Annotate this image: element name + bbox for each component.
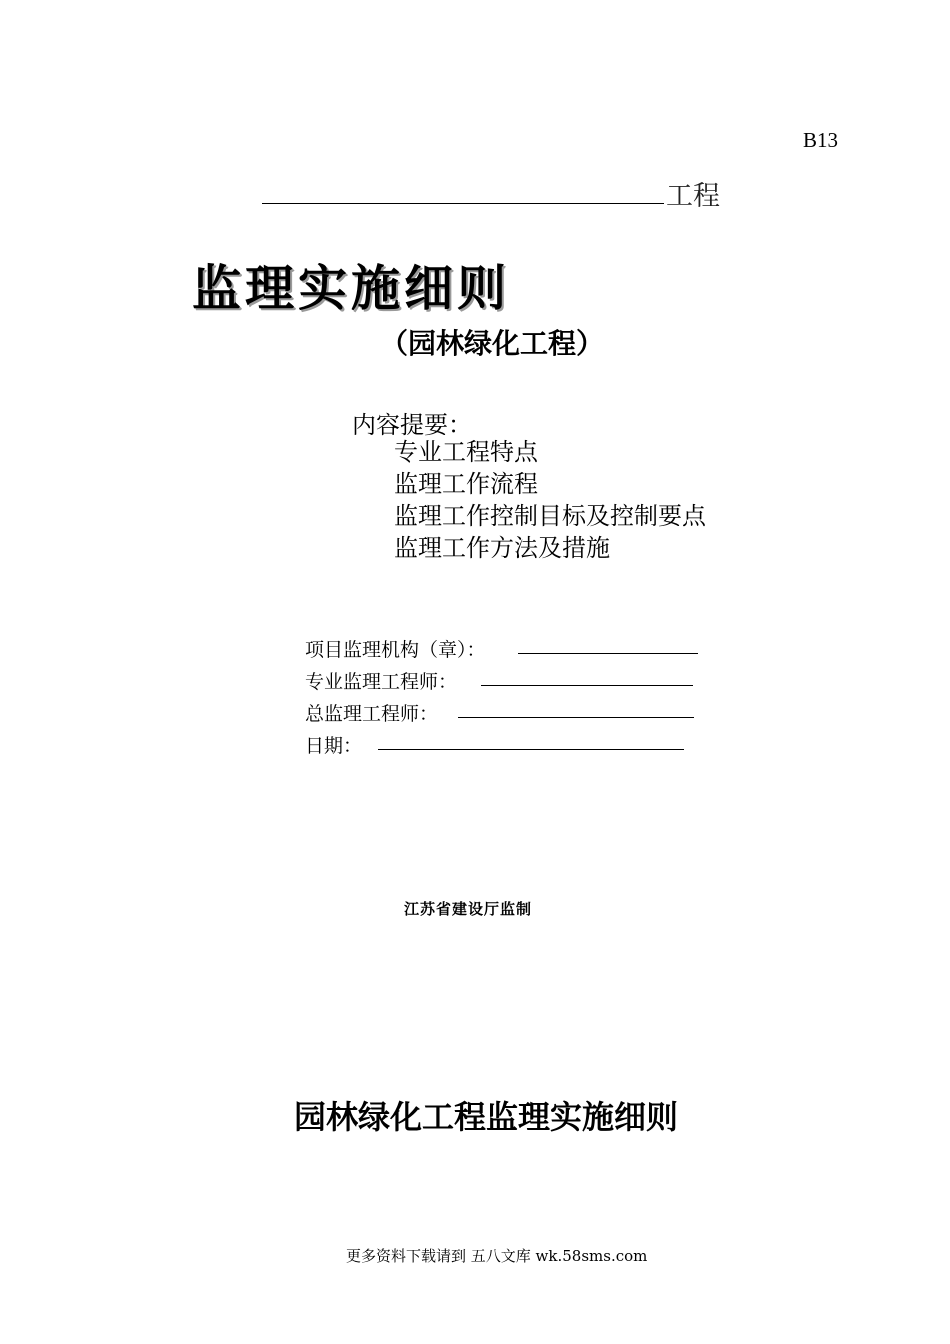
signature-block: [305, 630, 698, 758]
document-code: B13: [803, 128, 839, 152]
signature-row-chief: [305, 694, 698, 726]
signature-label-date: 日期：: [305, 735, 363, 757]
issuer-note: 江苏省建设厅监制: [404, 900, 533, 918]
signature-row-date: [305, 726, 698, 758]
summary-item: 监理工作流程: [394, 470, 538, 498]
summary-label: 内容提要：: [352, 411, 472, 439]
summary-item: 专业工程特点: [394, 438, 538, 466]
signature-row-specialist: [305, 662, 698, 694]
signature-label-agency: 项目监理机构（章）：: [305, 639, 486, 661]
summary-item: 监理工作方法及措施: [394, 534, 610, 562]
signature-label-chief: 总监理工程师：: [305, 703, 439, 725]
summary-item: 监理工作控制目标及控制要点: [394, 502, 706, 530]
signature-row-agency: [305, 630, 698, 662]
project-name-suffix: 工程: [666, 181, 720, 212]
main-title: 监理实施细则: [192, 260, 511, 317]
signature-label-specialist: 专业监理工程师：: [305, 671, 458, 693]
signature-blank-date: [378, 748, 684, 750]
signature-blank-specialist: [481, 684, 693, 686]
sub-title: （园林绿化工程）: [380, 327, 605, 360]
signature-blank-chief: [458, 716, 694, 718]
signature-blank-agency: [518, 652, 698, 654]
project-name-blank-line: [262, 203, 664, 204]
document-heading: 园林绿化工程监理实施细则: [294, 1098, 679, 1136]
summary-list: [394, 436, 706, 564]
footer-note: 更多资料下载请到 五八文库 wk.58sms.com: [346, 1247, 648, 1265]
